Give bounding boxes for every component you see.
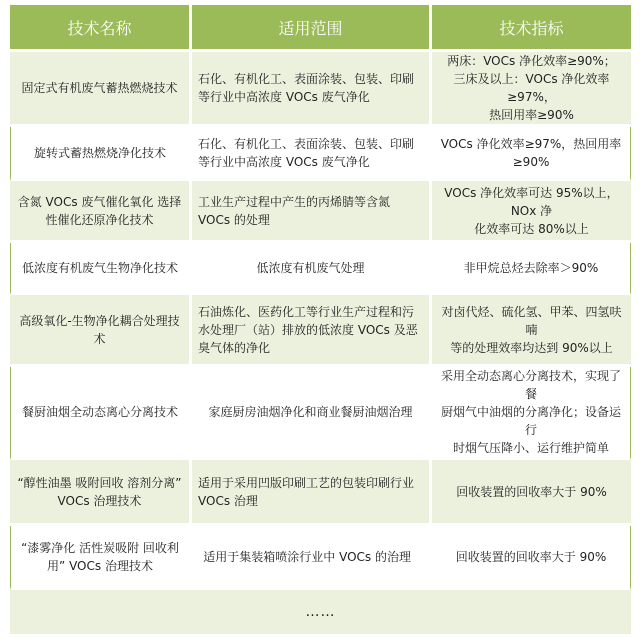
indicator-line: 时烟气压降小、运行维护简单 <box>452 441 609 455</box>
header-row <box>10 5 631 52</box>
tech-name-cell: 高级氧化-生物净化耦合处理技术 <box>10 295 192 367</box>
tech-name-cell: 固定式有机废气蓄热燃烧技术 <box>10 52 192 127</box>
scope-cell: 石化、有机化工、表面涂装、包装、印刷等行业中高浓度 VOCs 废气净化 <box>192 52 432 127</box>
indicator-cell <box>432 526 631 590</box>
indicator-cell <box>432 52 631 127</box>
table-row <box>10 295 631 367</box>
tech-name-cell: 旋转式蓄热燃烧净化技术 <box>10 127 192 181</box>
header-scope: 适用范围 <box>192 5 432 52</box>
indicator-line: 热回用率≥90% <box>489 108 574 122</box>
technology-table <box>10 5 631 637</box>
indicator-line: 等的处理效率均达到 90%以上 <box>450 340 613 355</box>
scope-cell: 工业生产过程中产生的丙烯腈等含氮 VOCs 的处理 <box>192 181 432 243</box>
indicator-line: VOCs 净化效率≥97%，热回用率≥90% <box>440 136 622 169</box>
indicator-line: VOCs 净化效率可达 95%以上，NOx 净 <box>444 185 619 218</box>
indicator-cell <box>432 367 631 460</box>
scope-cell: 家庭厨房油烟净化和商业餐厨油烟治理 <box>192 367 432 460</box>
technology-table-container <box>10 5 631 620</box>
tech-name-cell: 餐厨油烟全动态离心分离技术 <box>10 367 192 460</box>
header-tech-name: 技术名称 <box>10 5 192 52</box>
indicator-line: 采用全动态离心分离技术，实现了餐 <box>440 369 621 401</box>
scope-cell: 适用于采用凹版印刷工艺的包装印刷行业 VOCs 治理 <box>192 460 432 526</box>
table-row <box>10 52 631 127</box>
table-row <box>10 127 631 181</box>
indicator-line: 对卤代烃、硫化氢、甲苯、四氢呋喃 <box>441 304 622 337</box>
ellipsis-text: …… <box>10 590 631 637</box>
scope-cell: 石油炼化、医药化工等行业生产过程和污水处理厂（站）排放的低浓度 VOCs 及恶臭气体的净化 <box>192 295 432 367</box>
indicator-line: 回收装置的回收率大于 90% <box>455 549 607 564</box>
indicator-line: 厨烟气中油烟的分离净化；设备运行 <box>440 405 621 437</box>
indicator-cell <box>432 127 631 181</box>
table-row <box>10 460 631 526</box>
scope-cell: 石化、有机化工、表面涂装、包装、印刷等行业中高浓度 VOCs 废气净化 <box>192 127 432 181</box>
indicator-cell <box>432 243 631 295</box>
indicator-line: 三床及以上：VOCs 净化效率≥97%， <box>453 72 610 104</box>
tech-name-cell: “醇性油墨 吸附回收 溶剂分离” VOCs 治理技术 <box>10 460 192 526</box>
tech-name-cell: 低浓度有机废气生物净化技术 <box>10 243 192 295</box>
table-row <box>10 367 631 460</box>
indicator-cell <box>432 181 631 243</box>
tech-name-cell: “漆雾净化 活性炭吸附 回收利用” VOCs 治理技术 <box>10 526 192 590</box>
indicator-cell <box>432 295 631 367</box>
indicator-line: 化效率可达 80%以上 <box>474 221 589 236</box>
table-row <box>10 243 631 295</box>
ellipsis-row <box>10 590 631 637</box>
scope-cell: 适用于集装箱喷涂行业中 VOCs 的治理 <box>192 526 432 590</box>
indicator-line: 两床：VOCs 净化效率≥90%； <box>447 54 616 68</box>
table-row <box>10 181 631 243</box>
header-indicator: 技术指标 <box>432 5 631 52</box>
tech-name-cell: 含氮 VOCs 废气催化氧化 选择性催化还原净化技术 <box>10 181 192 243</box>
scope-cell: 低浓度有机废气处理 <box>192 243 432 295</box>
indicator-line: 回收装置的回收率大于 90% <box>456 484 607 499</box>
table-row <box>10 526 631 590</box>
indicator-line: 非甲烷总烃去除率＞90% <box>463 260 599 275</box>
indicator-cell <box>432 460 631 526</box>
